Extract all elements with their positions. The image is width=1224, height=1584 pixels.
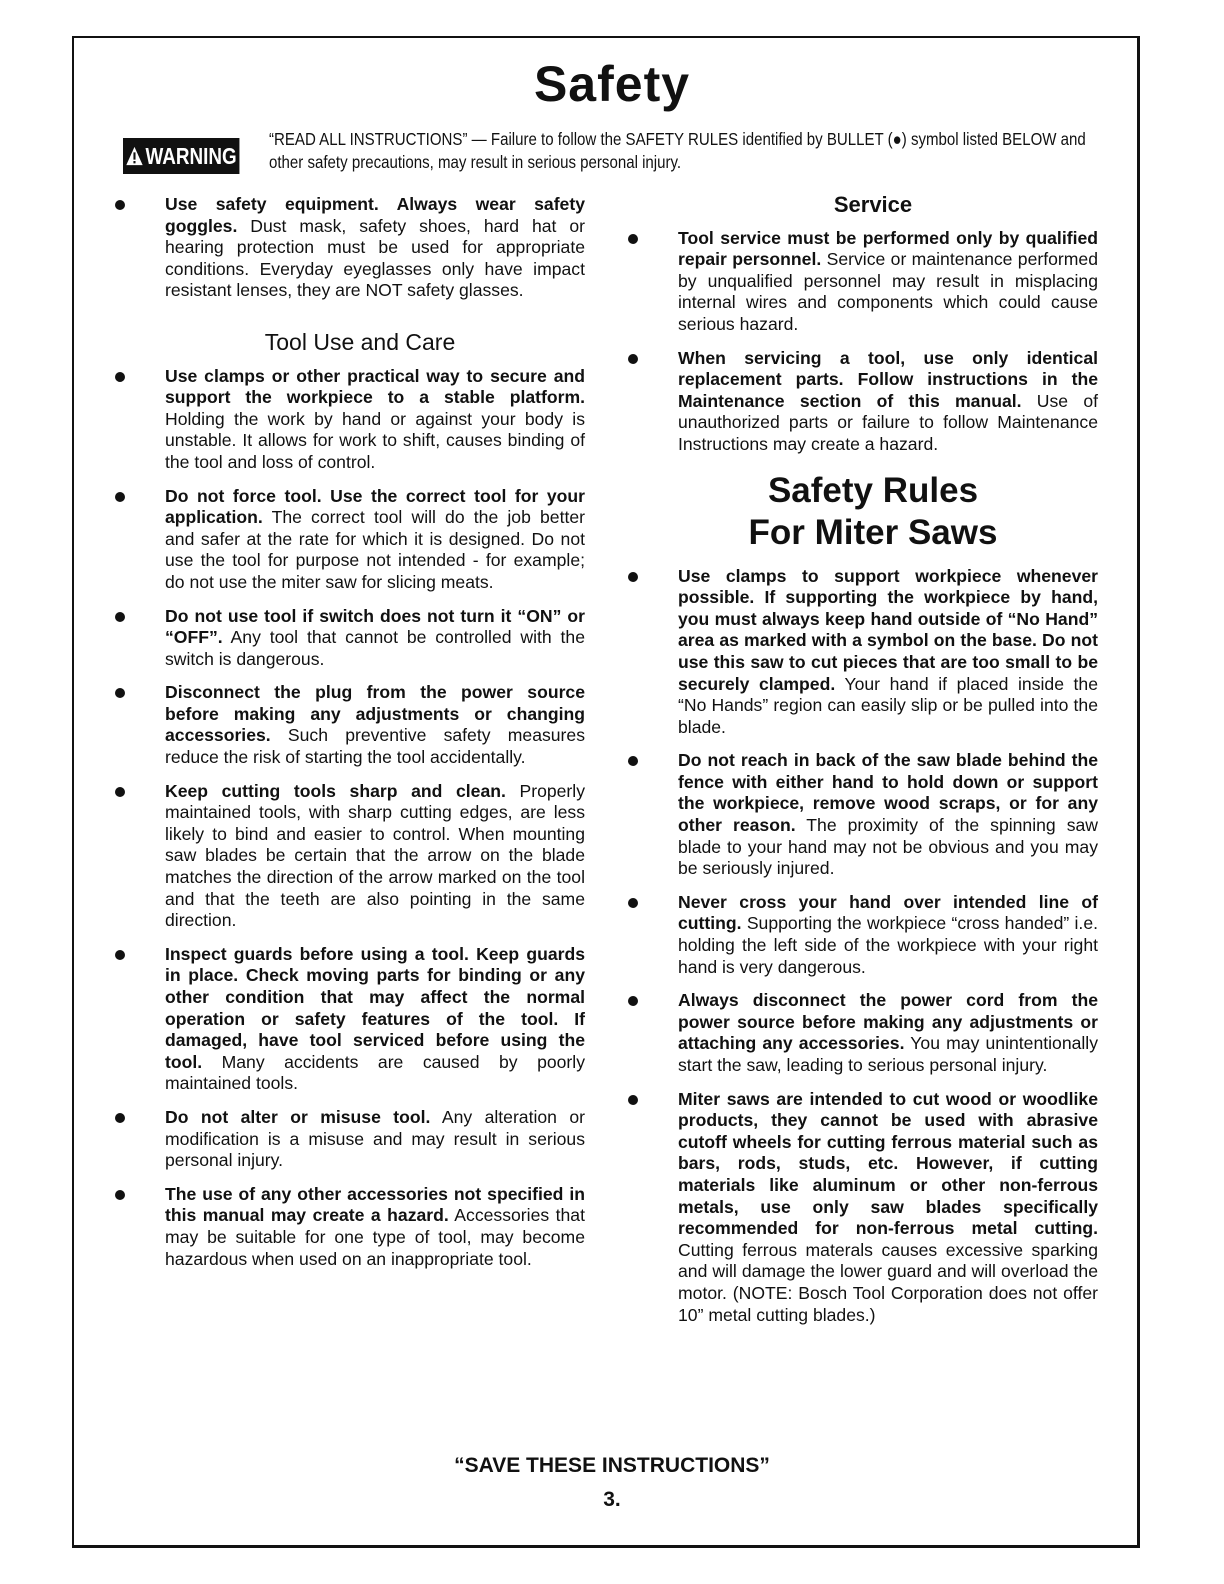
item-lead: Use safety equipment. Always wear safety goggles. <box>165 194 585 236</box>
bullet-icon <box>115 950 125 960</box>
list-item <box>628 1089 1098 1327</box>
item-lead: Do not force tool. Use the correct tool for your application. <box>165 485 585 528</box>
item-lead: Keep cutting tools sharp and clean. <box>165 780 506 801</box>
item-body: Service or maintenance performed by unqualified personnel may result in misplacing internal wires and components which could cause serious hazard. <box>678 249 1098 334</box>
bullet-icon <box>628 572 638 582</box>
list-item <box>115 606 585 671</box>
item-lead: Always disconnect the power cord from the power source before making any adjustments or attaching any accessories. <box>678 990 1098 1054</box>
page-title: Safety <box>533 56 691 112</box>
heading-line-1: Safety Rules <box>767 470 979 510</box>
save-instructions-footer: “SAVE THESE INSTRUCTIONS” <box>454 1454 770 1477</box>
item-body: Accessories that may be suitable for one type of tool, may become hazardous when used on an inappropriate tool. <box>165 1205 585 1269</box>
item-body: Such preventive safety measures reduce the risk of starting the tool accidentally. <box>165 725 585 768</box>
bullet-icon <box>628 898 638 908</box>
list-item <box>628 892 1098 978</box>
warning-text: “READ ALL INSTRUCTIONS” — Failure to follow the SAFETY RULES identified by BULLET (●) symbol listed BELOW and other safety precautions, may result in serious personal injury. <box>269 129 1086 172</box>
list-item <box>115 486 585 594</box>
list-item <box>115 366 585 474</box>
bullet-icon <box>628 1095 638 1105</box>
item-body: Dust mask, safety shoes, hard hat or hearing protection must be used for appropriate conditions. Everyday eyeglasses only have impact resistant lenses, they are NOT safety glasses. <box>165 215 585 301</box>
item-body: The correct tool will do the job better and safer at the rate for which it is designed. Do not use the tool for purpose not intended - for example; do not use the miter saw for slicing meats. <box>165 507 585 592</box>
item-lead: Use clamps or other practical way to secure and support the workpiece to a stable platform. <box>165 365 585 408</box>
bullet-icon <box>115 787 125 797</box>
bullet-icon <box>628 354 638 364</box>
list-item <box>115 194 585 302</box>
item-body: Cutting ferrous materals causes excessive sparking and will damage the lower guard and will overload the motor. (NOTE: Bosch Tool Corporation does not offer 10” metal cutting blades.) <box>678 1239 1098 1325</box>
list-item <box>115 1184 585 1270</box>
list-item <box>628 566 1098 739</box>
item-body: Holding the work by hand or against your body is unstable. It allows for work to shift, causes binding of the tool and loss of control. <box>165 408 585 472</box>
warning-banner <box>123 128 1108 172</box>
item-lead: Inspect guards before using a tool. Keep guards in place. Check moving parts for binding or any other condition that may affect the normal operation or safety features of the tool. If damaged, have tool serviced before using the tool. <box>165 943 585 1072</box>
section-heading-service: Service <box>833 192 913 217</box>
list-item <box>115 944 585 1095</box>
left-column <box>115 194 585 1282</box>
list-item <box>628 990 1098 1076</box>
item-body: Any tool that cannot be controlled with the switch is dangerous. <box>165 627 585 669</box>
bullet-icon <box>628 756 638 766</box>
warning-badge-label: WARNING <box>145 142 237 169</box>
item-lead: When servicing a tool, use only identical replacement parts. Follow instructions in the Maintenance section of this manual. <box>678 347 1098 411</box>
bullet-icon <box>115 372 125 382</box>
bullet-icon <box>115 492 125 502</box>
item-lead: Tool service must be performed only by qualified repair personnel. <box>678 227 1098 270</box>
bullet-icon <box>628 996 638 1006</box>
item-lead: The use of any other accessories not specified in this manual may create a hazard. <box>165 1183 585 1226</box>
warning-triangle-icon <box>126 146 144 166</box>
section-heading-tool-use: Tool Use and Care <box>264 328 456 355</box>
item-lead: Do not use tool if switch does not turn it “ON” or “OFF”. <box>165 605 585 648</box>
heading-line-2: For Miter Saws <box>748 512 998 552</box>
bullet-icon <box>115 688 125 698</box>
list-item <box>115 682 585 768</box>
item-body: Properly maintained tools, with sharp cutting edges, are less likely to bind and easier to control. When mounting saw blades be certain that the arrow on the blade matches the direction of the arrow marked on the tool and that the teeth are also pointing in the same direction. <box>165 780 585 931</box>
list-item <box>115 781 585 932</box>
item-body: Supporting the workpiece “cross handed” i.e. holding the left side of the workpiece with your right hand is very dangerous. <box>678 913 1098 977</box>
right-column <box>628 194 1098 1338</box>
warning-badge <box>123 138 239 174</box>
bullet-icon <box>628 234 638 244</box>
item-lead: Use clamps to support workpiece whenever possible. If supporting the workpiece by hand, you must always keep hand outside of “No Hand” area as marked with a symbol on the base. Do not use this saw to cut pieces that are too small to be securely clamped. <box>678 565 1098 694</box>
section-heading-miter-saw-rules <box>628 470 1098 554</box>
list-item <box>628 348 1098 456</box>
item-lead: Miter saws are intended to cut wood or woodlike products, they cannot be used with abrasive cutoff wheels for cutting ferrous material such as bars, rods, studs, etc. However, if cutting materials like aluminum or other non-ferrous metals, use only saw blades specifically recommended for non-ferrous metal cutting. <box>678 1088 1098 1239</box>
item-body: Use of unauthorized parts or failure to follow Maintenance Instructions may create a hazard. <box>678 390 1098 454</box>
item-body: You may unintentionally start the saw, leading to serious personal injury. <box>678 1033 1098 1075</box>
bullet-icon <box>115 612 125 622</box>
item-body: Any alteration or modification is a misuse and may result in serious personal injury. <box>165 1106 586 1171</box>
item-body: Many accidents are caused by poorly maintained tools. <box>165 1051 585 1094</box>
page-number: 3. <box>603 1488 621 1511</box>
list-item <box>628 228 1098 336</box>
bullet-icon <box>115 1190 125 1200</box>
item-lead: Disconnect the plug from the power source before making any adjustments or changing accessories. <box>165 682 585 746</box>
item-lead: Never cross your hand over intended line of cutting. <box>678 891 1098 934</box>
item-lead: Do not reach in back of the saw blade behind the fence with either hand to hold down or support the workpiece, remove wood scraps, or for any other reason. <box>678 750 1098 836</box>
item-body: Your hand if placed inside the “No Hands” region can easily slip or be pulled into the blade. <box>678 673 1098 737</box>
bullet-icon <box>115 1113 125 1123</box>
bullet-icon <box>115 200 125 210</box>
item-body: The proximity of the spinning saw blade to your hand may not be obvious and you may be seriously injured. <box>678 815 1098 879</box>
list-item <box>115 1107 585 1172</box>
item-lead: Do not alter or misuse tool. <box>165 1106 431 1127</box>
list-item <box>628 750 1098 880</box>
